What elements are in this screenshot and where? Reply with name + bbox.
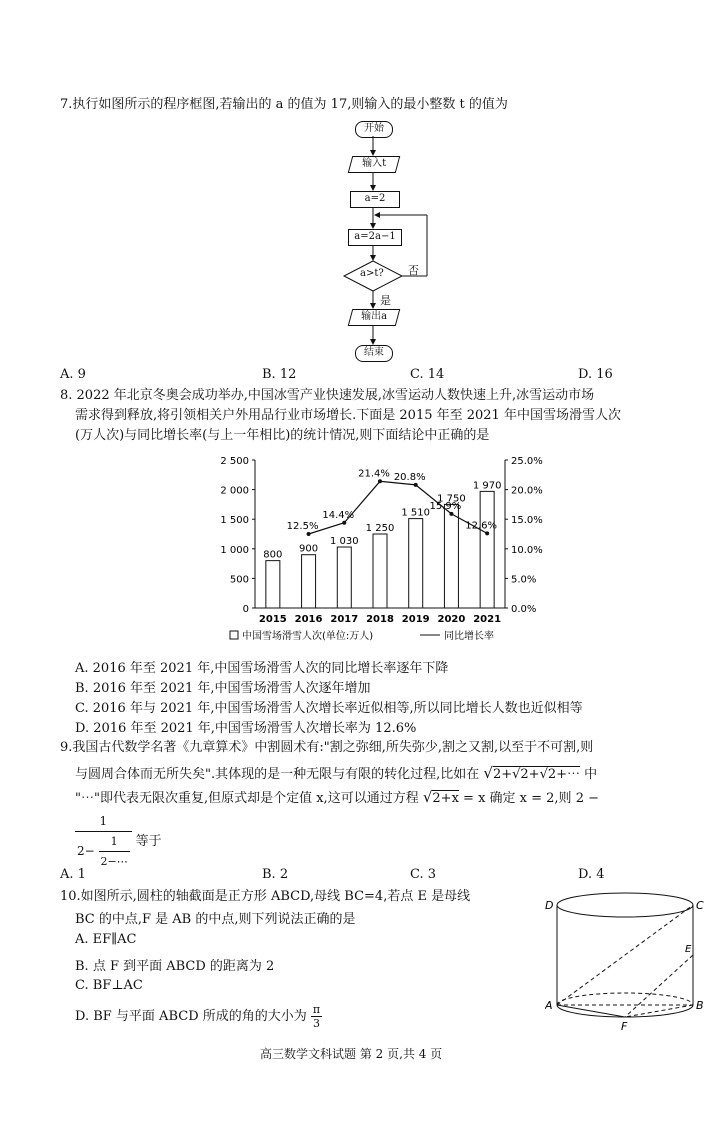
bar-label: 1 970 bbox=[472, 480, 502, 492]
q9-continued-fraction: 1 2− $\frac{1}{2-\cdots}$ 等于 bbox=[77, 814, 162, 868]
bar bbox=[337, 547, 351, 608]
right-tick-label: 15.0% bbox=[511, 515, 543, 527]
growth-label: 12.5% bbox=[286, 521, 319, 532]
q9-option-d: D. 4 bbox=[578, 867, 605, 882]
bar-label: 1 030 bbox=[329, 536, 359, 548]
left-tick-label: 2 500 bbox=[220, 456, 249, 467]
legend-line-label: 同比增长率 bbox=[444, 631, 494, 642]
bar-label: 1 510 bbox=[401, 507, 431, 519]
growth-point bbox=[342, 521, 346, 525]
right-tick-label: 10.0% bbox=[511, 544, 543, 556]
q9-stem-line1: 9.我国古代数学名著《九章算术》中割圆术有:"割之弥细,所失弥少,割之又割,以至于不可割,则 bbox=[60, 740, 594, 755]
right-tick-label: 25.0% bbox=[511, 456, 543, 467]
bar-label: 1 750 bbox=[437, 493, 466, 505]
q7-option-b: B. 12 bbox=[262, 367, 297, 382]
fc-no-label: 否 bbox=[408, 264, 419, 277]
q8-option-d: D. 2016 年至 2021 年,中国雪场滑雪人次增长率为 12.6% bbox=[75, 721, 417, 736]
growth-point bbox=[378, 479, 382, 483]
q10-option-d: D. BF 与平面 ABCD 所成的角的大小为 $\frac{\pi}{3}$ bbox=[75, 1003, 321, 1030]
x-tick-label: 2016 bbox=[294, 614, 323, 625]
q8-stem-line3: (万人次)与同比增长率(与上一年相比)的统计情况,则下面结论中正确的是 bbox=[75, 428, 490, 443]
q7-stem: 7.执行如图所示的程序框图,若输出的 a 的值为 17,则输入的最小整数 t 的值为 bbox=[60, 97, 508, 112]
q9-option-a: A. 1 bbox=[60, 867, 86, 882]
bar bbox=[266, 561, 280, 608]
cylinder-figure bbox=[545, 890, 705, 1040]
bar-label: 900 bbox=[299, 543, 319, 555]
left-tick-label: 2 000 bbox=[220, 485, 249, 497]
q10-stem-line1: 10.如图所示,圆柱的轴截面是正方形 ABCD,母线 BC=4,若点 E 是母线 bbox=[60, 889, 471, 904]
q8-option-b: B. 2016 年至 2021 年,中国雪场滑雪人次逐年增加 bbox=[75, 681, 371, 696]
bar bbox=[373, 534, 387, 608]
q10-option-c: C. BF⊥AC bbox=[75, 978, 143, 993]
right-tick-label: 20.0% bbox=[511, 485, 543, 497]
q8-stem-line1: 8. 2022 年北京冬奥会成功举办,中国冰雪产业快速发展,冰雪运动人数快速上升,冰雪运动市场 bbox=[60, 388, 595, 403]
bar bbox=[302, 555, 316, 608]
label-B: B bbox=[696, 999, 704, 1012]
growth-label: 14.4% bbox=[322, 509, 355, 521]
q9-option-b: B. 2 bbox=[262, 867, 289, 882]
legend-bar-label: 中国雪场滑雪人次(单位:万人) bbox=[242, 631, 374, 642]
right-tick-label: 0.0% bbox=[511, 604, 537, 615]
x-tick-label: 2020 bbox=[437, 614, 466, 625]
label-F: F bbox=[621, 1020, 628, 1033]
q10-stem-line2: BC 的中点,F 是 AB 的中点,则下列说法正确的是 bbox=[75, 912, 356, 927]
growth-point bbox=[485, 531, 489, 535]
left-tick-label: 0 bbox=[242, 604, 249, 615]
bar-label: 1 250 bbox=[365, 523, 395, 534]
q9-stem-line2: 与圆周合体而无所失矣".其体现的是一种无限与有限的转化过程,比如在 √2+√2+√2+⋯ 中 bbox=[75, 764, 598, 782]
growth-label: 12.6% bbox=[465, 520, 498, 532]
x-tick-label: 2015 bbox=[258, 614, 287, 625]
fc-init: a=2 bbox=[350, 191, 400, 208]
x-tick-label: 2018 bbox=[366, 614, 394, 625]
q9-eq-radical: 2+x bbox=[432, 791, 459, 806]
bar bbox=[480, 491, 494, 608]
left-tick-label: 500 bbox=[229, 574, 249, 586]
right-tick-label: 5.0% bbox=[511, 574, 537, 586]
fc-output: 输出a bbox=[348, 309, 401, 326]
label-C: C bbox=[696, 899, 704, 912]
q8-stem-line2: 需求得到释放,将引领相关户外用品行业市场增长.下面是 2015 年至 2021 年中国雪场滑雪人次 bbox=[75, 408, 621, 423]
label-E: E bbox=[685, 944, 692, 955]
q9-stem-line3: "⋯"即代表无限次重复,但原式却是个定值 x,这可以通过方程 √2+x = x 确定 x = 2,则 2 − bbox=[75, 788, 599, 806]
growth-point bbox=[307, 532, 311, 536]
fc-connectors bbox=[330, 115, 440, 365]
fc-input: 输入t bbox=[348, 156, 401, 173]
x-tick-label: 2021 bbox=[473, 614, 502, 625]
q9-option-c: C. 3 bbox=[410, 867, 437, 882]
fc-start: 开始 bbox=[355, 121, 393, 138]
bar bbox=[444, 504, 458, 608]
bar-label: 800 bbox=[263, 549, 283, 561]
q8-option-c: C. 2016 年与 2021 年,中国雪场滑雪人次增长率近似相等,所以同比增长人数也近似相等 bbox=[75, 701, 583, 716]
bar bbox=[409, 519, 423, 608]
q10-option-a: A. EF∥AC bbox=[75, 932, 137, 947]
q7-option-c: C. 14 bbox=[410, 367, 445, 382]
fc-update: a=2a−1 bbox=[348, 229, 402, 246]
growth-point bbox=[414, 483, 418, 487]
page-footer: 高三数学文科试题 第 2 页,共 4 页 bbox=[260, 1047, 443, 1061]
growth-point bbox=[449, 512, 453, 516]
label-A: A bbox=[545, 999, 553, 1012]
legend-bar-swatch bbox=[230, 631, 238, 639]
label-D: D bbox=[545, 899, 554, 912]
q8-option-a: A. 2016 年至 2021 年,中国雪场滑雪人次的同比增长率逐年下降 bbox=[75, 661, 449, 676]
fc-end: 结束 bbox=[355, 345, 393, 362]
q9-radical: 2+√2+√2+⋯ bbox=[492, 767, 581, 782]
x-tick-label: 2017 bbox=[330, 614, 359, 625]
left-tick-label: 1 000 bbox=[220, 544, 249, 556]
q7-option-a: A. 9 bbox=[60, 367, 86, 382]
growth-label: 20.8% bbox=[393, 471, 426, 483]
growth-label: 15.9% bbox=[429, 500, 462, 512]
left-tick-label: 1 500 bbox=[220, 515, 249, 527]
growth-label: 21.4% bbox=[358, 468, 390, 480]
x-tick-label: 2019 bbox=[401, 614, 430, 625]
snow-chart bbox=[200, 448, 570, 656]
q7-option-d: D. 16 bbox=[578, 367, 613, 382]
fc-cond-label: a>t? bbox=[360, 268, 384, 279]
q10-option-b: B. 点 F 到平面 ABCD 的距离为 2 bbox=[75, 959, 275, 974]
fc-yes-label: 是 bbox=[380, 294, 391, 307]
